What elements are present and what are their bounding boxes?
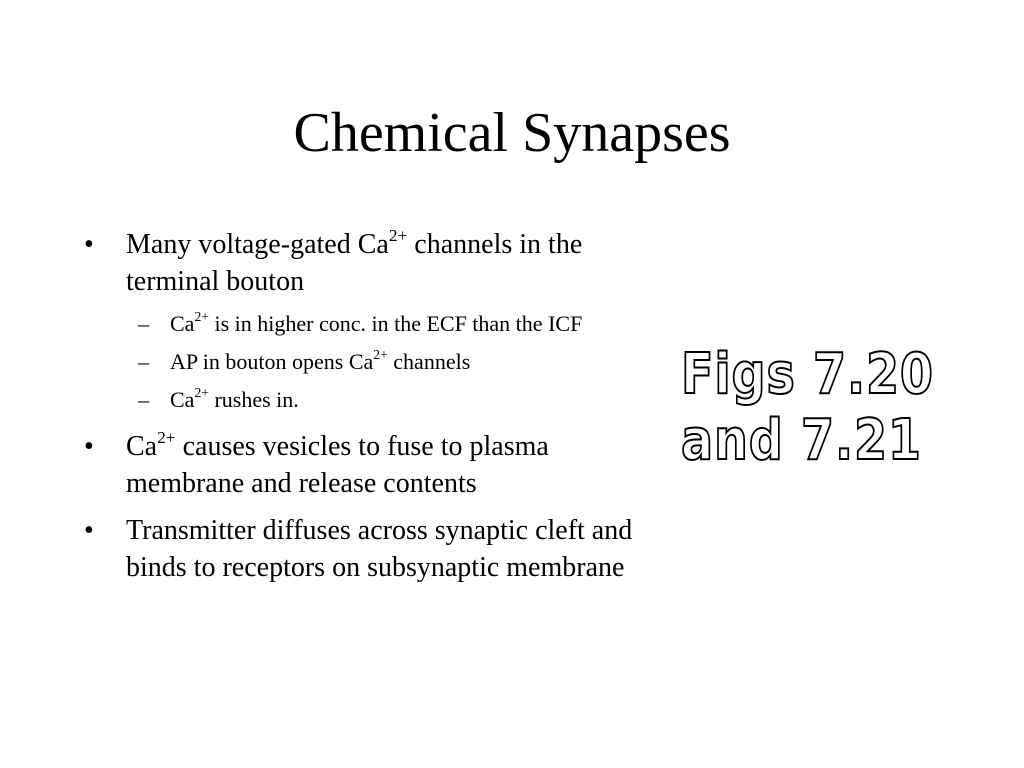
sub-bullet-mark: – xyxy=(138,387,149,412)
figure-reference-line-2: and 7.21 xyxy=(681,408,922,473)
sub-bullet-mark: – xyxy=(138,349,149,374)
superscript-charge: 2+ xyxy=(194,385,209,401)
bullet-list xyxy=(84,226,664,596)
bullet-mark: • xyxy=(84,229,94,260)
bullet-text-post: causes vesicles to fuse to plasma membrane and release contents xyxy=(126,431,549,499)
sub-bullet-text-post: is in higher conc. in the ECF than the ICF xyxy=(208,311,583,336)
bullet-text: Transmitter diffuses across synaptic cleft and binds to receptors on subsynaptic membrane xyxy=(126,515,633,583)
sub-bullet-text-pre: Ca xyxy=(170,311,195,336)
bullet-item-calcium-channels xyxy=(84,226,664,300)
bullet-text-post: channels in the terminal bouton xyxy=(126,229,583,297)
sub-bullet-text-pre: AP in bouton opens Ca xyxy=(170,349,374,374)
bullet-text-pre: Ca xyxy=(126,431,158,462)
bullet-mark: • xyxy=(84,515,94,546)
superscript-charge: 2+ xyxy=(373,347,388,363)
superscript-charge: 2+ xyxy=(388,225,408,245)
sub-bullet-item-concentration xyxy=(84,310,664,338)
bullet-item-transmitter-diffuses xyxy=(84,512,664,586)
superscript-charge: 2+ xyxy=(157,427,176,447)
sub-bullet-item-ap-opens xyxy=(84,348,664,376)
sub-bullet-text-post: channels xyxy=(387,349,471,374)
slide-title: Chemical Synapses xyxy=(293,102,731,164)
bullet-text-pre: Many voltage-gated Ca xyxy=(126,229,389,260)
sub-bullet-list xyxy=(84,310,664,414)
bullet-mark: • xyxy=(84,431,94,462)
bullet-item-vesicle-fusion xyxy=(84,428,664,502)
sub-bullet-mark: – xyxy=(138,311,149,336)
sub-bullet-item-rushes-in xyxy=(84,386,664,414)
figure-reference xyxy=(681,342,934,474)
figure-reference-line-1: Figs 7.20 xyxy=(681,342,934,407)
sub-bullet-text-post: rushes in. xyxy=(208,387,299,412)
sub-bullet-text-pre: Ca xyxy=(170,387,195,412)
superscript-charge: 2+ xyxy=(194,309,209,325)
